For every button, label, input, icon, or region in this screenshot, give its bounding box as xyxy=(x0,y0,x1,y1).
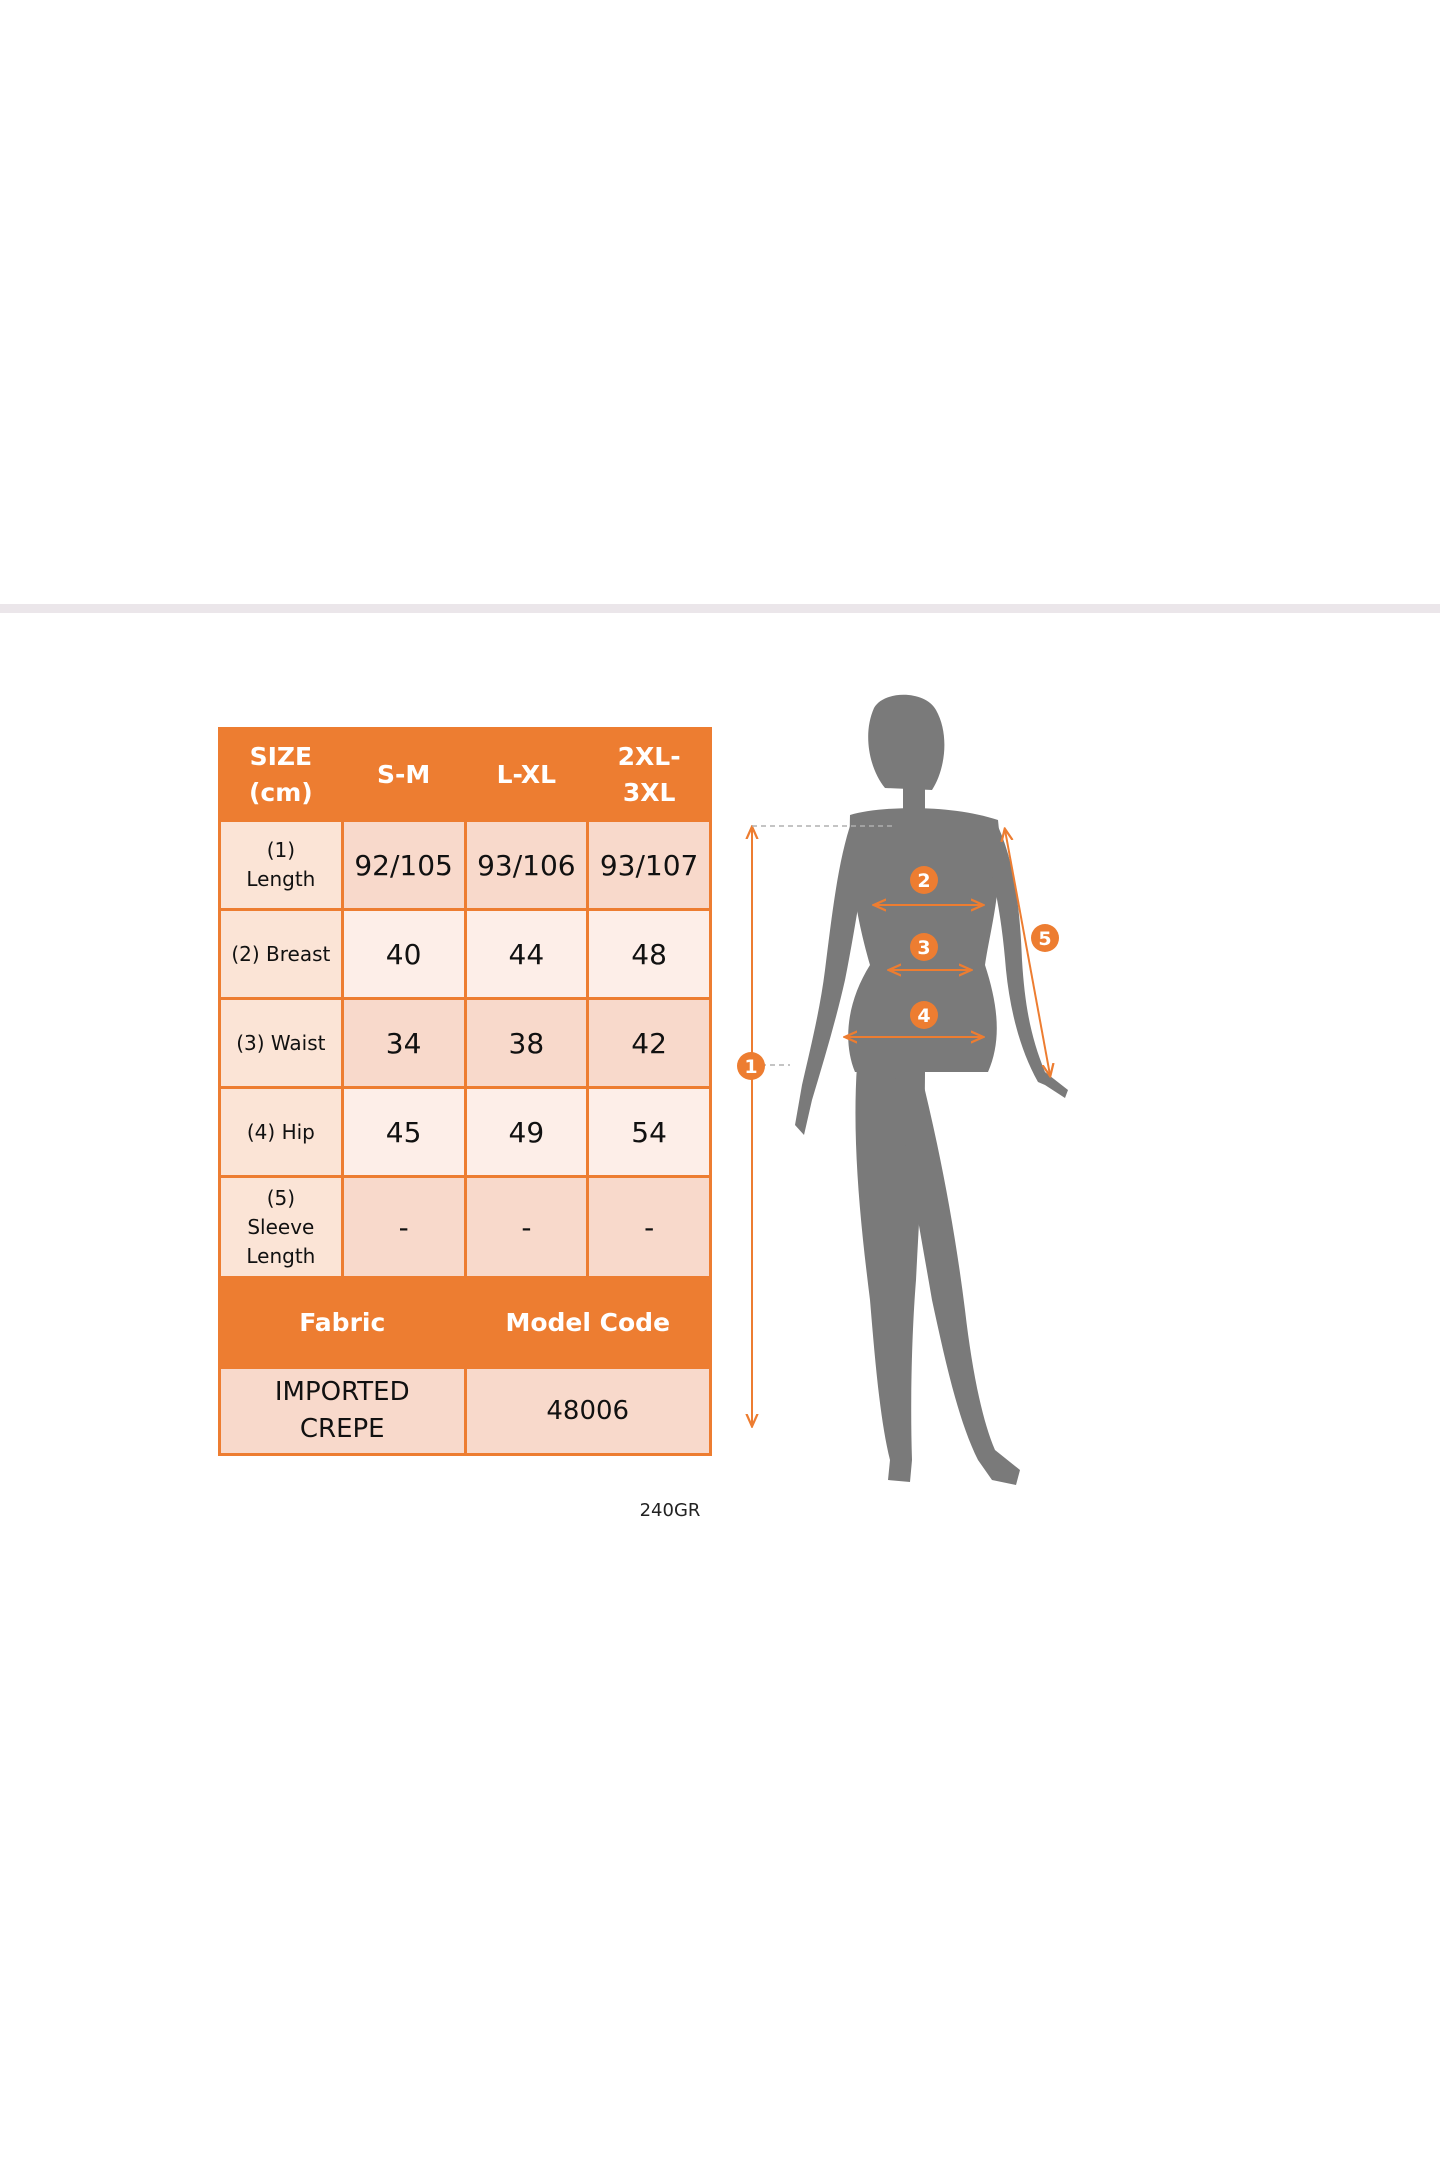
size-header-cell: S-M xyxy=(342,729,465,821)
measurement-value: - xyxy=(465,1177,588,1278)
measurement-value: 40 xyxy=(342,910,465,999)
size-header-cell: L-XL xyxy=(465,729,588,821)
measurement-value: 49 xyxy=(465,1088,588,1177)
marker-5 xyxy=(1031,924,1059,952)
measurement-label: (3) Waist xyxy=(220,999,343,1088)
svg-text:5: 5 xyxy=(1038,928,1052,950)
measurement-row-waist xyxy=(220,999,711,1088)
measurement-value: 44 xyxy=(465,910,588,999)
measurement-value: 48 xyxy=(588,910,711,999)
svg-text:2: 2 xyxy=(917,870,931,892)
measurement-value: - xyxy=(342,1177,465,1278)
svg-text:1: 1 xyxy=(744,1056,758,1078)
fabric-value: IMPORTED CREPE xyxy=(220,1368,466,1455)
measurement-value: 45 xyxy=(342,1088,465,1177)
measurement-row-length xyxy=(220,821,711,910)
measurement-row-breast xyxy=(220,910,711,999)
measurement-value: 93/106 xyxy=(465,821,588,910)
measurement-value: 54 xyxy=(588,1088,711,1177)
fabric-header-row xyxy=(220,1278,711,1368)
size-chart-table xyxy=(218,727,712,1456)
marker-3 xyxy=(910,933,938,961)
size-header-cell: SIZE (cm) xyxy=(220,729,343,821)
fabric-header: Fabric xyxy=(220,1278,466,1368)
measurement-value: 92/105 xyxy=(342,821,465,910)
body-measurement-figure xyxy=(720,680,1140,1510)
size-header-row xyxy=(220,729,711,821)
measurement-value: - xyxy=(588,1177,711,1278)
svg-text:4: 4 xyxy=(917,1005,931,1027)
marker-1 xyxy=(737,1052,765,1080)
measurement-value: 38 xyxy=(465,999,588,1088)
measurement-label: (2) Breast xyxy=(220,910,343,999)
svg-text:3: 3 xyxy=(917,937,931,959)
measurement-value: 34 xyxy=(342,999,465,1088)
size-header-cell: 2XL- 3XL xyxy=(588,729,711,821)
measurement-label: (4) Hip xyxy=(220,1088,343,1177)
measurement-row-sleeve xyxy=(220,1177,711,1278)
marker-4 xyxy=(910,1001,938,1029)
model-code-value: 48006 xyxy=(465,1368,711,1455)
page-divider xyxy=(0,604,1440,613)
measurement-label: (5) Sleeve Length xyxy=(220,1177,343,1278)
measurement-label: (1) Length xyxy=(220,821,343,910)
model-code-header: Model Code xyxy=(465,1278,711,1368)
marker-2 xyxy=(910,866,938,894)
measurement-value: 42 xyxy=(588,999,711,1088)
product-code-text: 240GR xyxy=(639,1500,701,1521)
measurement-value: 93/107 xyxy=(588,821,711,910)
measurement-row-hip xyxy=(220,1088,711,1177)
woman-silhouette xyxy=(795,695,1068,1485)
fabric-row xyxy=(220,1368,711,1455)
